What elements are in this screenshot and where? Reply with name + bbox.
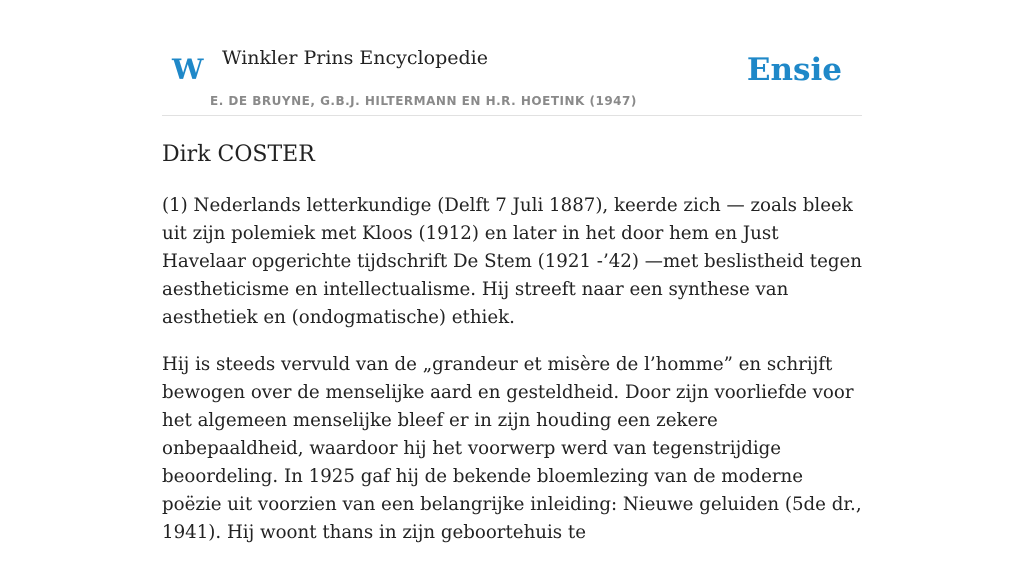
article-body <box>162 192 862 566</box>
site-title[interactable]: Winkler Prins Encyclopedie <box>222 47 488 69</box>
winkler-prins-logo[interactable]: W <box>172 53 204 86</box>
article-paragraph-1: (1) Nederlands letterkundige (Delft 7 Juli 1887), keerde zich — zoals bleek uit zijn polemiek met Kloos (1912) en later in het door hem en Just Havelaar opgerichte tijdschrift De Stem (1921 -’42) —met beslistheid tegen aestheticisme en intellectualisme. Hij streeft naar een synthese van aesthetiek en (ondogmatische) ethiek. <box>162 195 862 328</box>
site-header <box>162 0 862 116</box>
article-paragraph-2: Hij is steeds vervuld van de „grandeur et misère de l’homme” en schrijft bewogen over de menselijke aard en gesteldheid. Door zijn voorliefde voor het algemeen menselijke bleef er in zijn houding een zekere onbepaaldheid, waardoor hij het voorwerp werd van tegenstrijdige beoordeling. In 1925 gaf hij de bekende bloemlezing van de moderne poëzie uit voorzien van een belangrijke inleiding: Nieuwe geluiden (5de dr., 1941). Hij woont thans in zijn geboortehuis te <box>162 354 862 543</box>
ensie-brand-logo[interactable]: Ensie <box>746 52 842 88</box>
article-title: Dirk COSTER <box>162 142 315 167</box>
authors-byline: E. DE BRUYNE, G.B.J. HILTERMANN EN H.R. HOETINK (1947) <box>210 94 637 108</box>
